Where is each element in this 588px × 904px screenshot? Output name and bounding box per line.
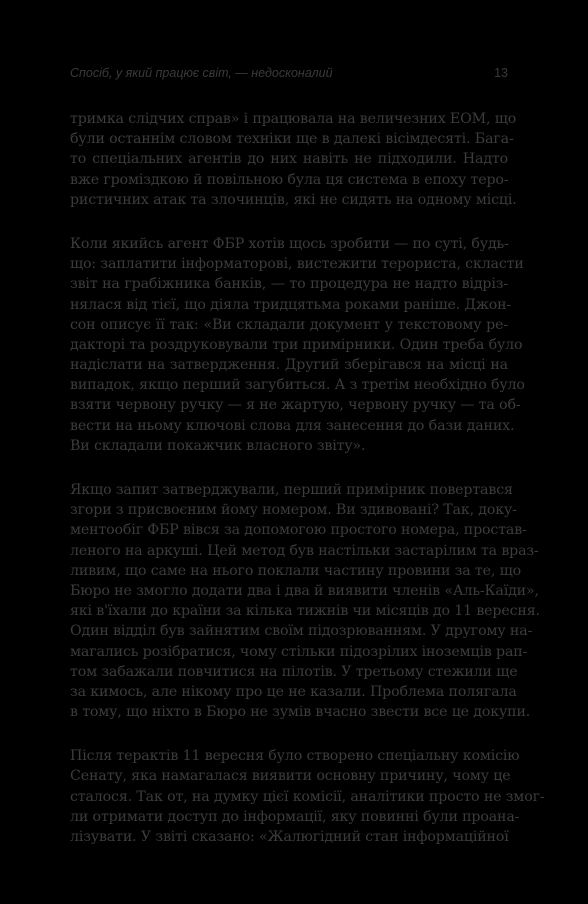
text-line: за кимось, але нікому про це не казали. Проблема полягала [70, 683, 517, 700]
text-line: Бюро не змогло додати два і два й виявити членів «Аль-Каїди», [70, 582, 539, 599]
body-text [70, 109, 545, 871]
text-line: нялася від тієї, що діяла тридцятьма роками раніше. Джон- [70, 296, 512, 313]
paragraph [70, 234, 525, 456]
text-line: леного на аркуші. Цей метод був настільки застарілим та враз- [70, 542, 539, 559]
text-line: Сенату, яка намагалася виявити основну причину, чому це [70, 768, 511, 785]
text-line: вести на ньому ключові слова для занесення до бази даних. [70, 417, 515, 434]
text-line: магались розібратися, чому стільки підозрілих іноземців рап- [70, 643, 528, 660]
text-line: дакторі та роздруковували три примірники. Один треба було [70, 336, 523, 353]
text-line: звіт на грабіжника банків, — то процедура не надто відріз- [70, 276, 508, 293]
text-line: ли отримати доступ до інформації, яку повинні були проана- [70, 808, 520, 825]
text-line: сон описує її так: «Ви складали документ у текстовому ре- [70, 316, 508, 333]
text-line: ристичних атак та злочинців, які не сидять на одному місці. [70, 191, 517, 208]
text-line: Ви складали покажчик власного звіту». [70, 437, 366, 454]
text-line: випадок, якщо перший загубиться. А з третім необхідно було [70, 377, 525, 394]
text-line: Один відділ був зайнятим своїм підозрюванням. У другому на- [70, 623, 533, 640]
text-line: лізувати. У звіті сказано: «Жалюгідний стан інформаційної [70, 829, 509, 845]
paragraph [70, 746, 545, 847]
text-line: які в'їхали до країни за кілька тижнів чи місяців до 11 вересня. [70, 603, 540, 620]
text-line: згори з присвоєним йому номером. Ви здивовані? Так, доку- [70, 502, 517, 519]
text-line: взяти червону ручку — я не жартую, червону ручку — та об- [70, 397, 521, 414]
text-line: то спеціальних агентів до них навіть не підходили. Надто [70, 151, 508, 168]
text-line: Після терактів 11 вересня було створено спеціальну комісію [70, 748, 520, 765]
text-line: сталося. Так от, на думку цієї комісії, аналітики просто не змог- [70, 788, 545, 805]
text-line: вже громіздкою й повільною була ця система в епоху теро- [70, 171, 509, 188]
text-line: Коли якийсь агент ФБР хотів щось зробити — по суті, будь- [70, 235, 509, 252]
page-number: 13 [494, 66, 508, 80]
text-line: були останнім словом техніки ще в далекі вісімдесяті. Бага- [70, 131, 514, 148]
text-line: ментообіг ФБР вівся за допомогою простого номера, простав- [70, 522, 527, 539]
paragraph [70, 109, 517, 210]
text-line: Якщо запит затверджували, перший примірник повертався [70, 482, 513, 498]
text-line: том забажали повчитися на пілотів. У третьому стежили ще [70, 663, 518, 680]
text-line: тримка слідчих справ» і працювала на величезних ЕОМ, що [70, 111, 517, 127]
text-line: в тому, що ніхто в Бюро не зумів вчасно звести все це докупи. [70, 704, 531, 721]
text-line: що: заплатити інформаторові, вистежити терориста, скласти [70, 256, 524, 273]
chapter-title: Спосіб, у який працює світ, — недосконалий [70, 66, 333, 80]
paragraph [70, 480, 540, 722]
text-line: ливим, що саме на нього поклали частину провини за те, що [70, 562, 521, 579]
running-header [70, 66, 508, 86]
text-line: надіслати на затвердження. Другий зберігався на місці на [70, 357, 508, 374]
